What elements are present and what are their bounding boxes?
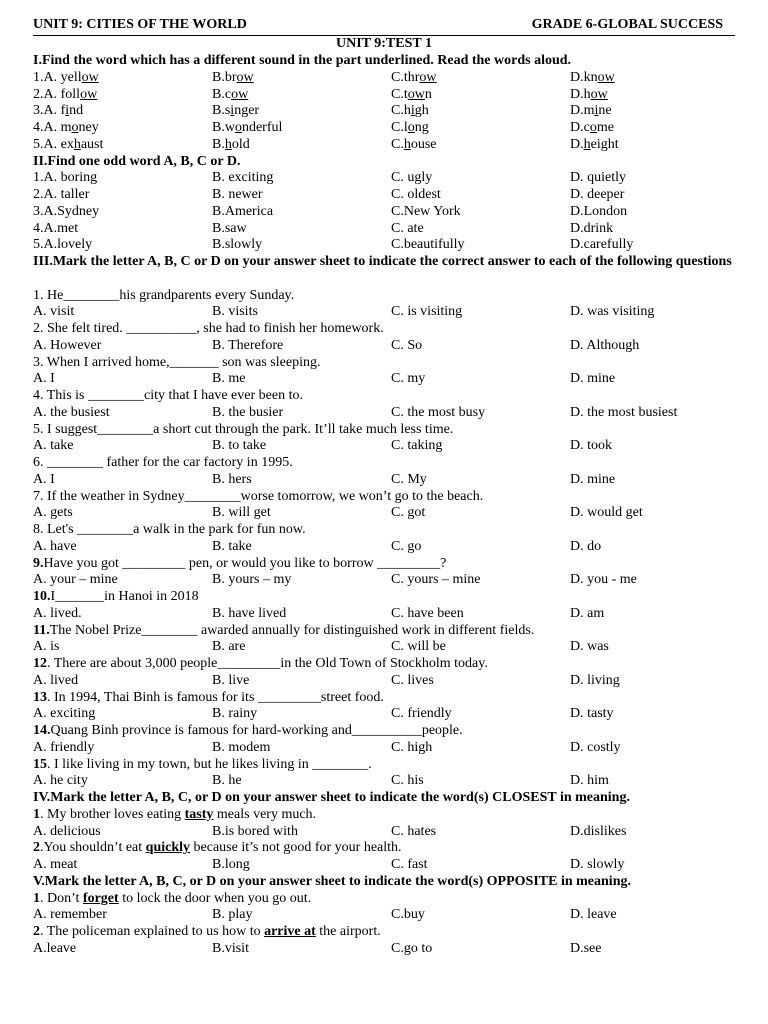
answer-option: 2.A. follow <box>33 86 98 102</box>
answer-option: A. I <box>33 371 55 387</box>
options-row <box>33 773 738 790</box>
answer-option: D.drink <box>570 220 614 236</box>
answer-option: D.London <box>570 203 628 219</box>
answer-option: C.go to <box>391 940 433 956</box>
question-text: 14.Quang Binh province is famous for hard-working and__________people. <box>33 723 463 738</box>
answer-option: C. is visiting <box>391 304 463 320</box>
options-row <box>33 103 738 120</box>
answer-option: B. rainy <box>212 706 258 722</box>
answer-option: D. the most busiest <box>570 404 678 420</box>
answer-option: C. my <box>391 371 426 387</box>
answer-option: B.singer <box>212 103 260 119</box>
answer-option: A. is <box>33 639 60 655</box>
answer-option: B. modem <box>212 739 271 755</box>
options-row <box>33 857 738 874</box>
answer-option: 5.A.lovely <box>33 237 93 253</box>
options-row <box>33 740 738 757</box>
answer-option: D. living <box>570 672 620 688</box>
answer-option: D.carefully <box>570 237 634 253</box>
answer-option: C.buy <box>391 907 425 923</box>
answer-option: B. have lived <box>212 605 287 621</box>
answer-option: B. he <box>212 773 242 789</box>
answer-option: C. So <box>391 337 423 353</box>
answer-option: D. costly <box>570 739 621 755</box>
answer-option: B. play <box>212 907 253 923</box>
answer-option: D. do <box>570 538 602 554</box>
options-row <box>33 237 738 254</box>
answer-option: B. to take <box>212 438 267 454</box>
answer-option: A. delicious <box>33 823 101 839</box>
options-row <box>33 572 738 589</box>
answer-option: A.leave <box>33 940 77 956</box>
answer-option: A. remember <box>33 907 107 923</box>
question-text: 4. This is ________city that I have ever been to. <box>33 388 303 403</box>
answer-option: D. am <box>570 605 605 621</box>
section-heading: I.Find the word which has a different sound in the part underlined. Read the words aloud. <box>33 53 572 68</box>
answer-option: 1.A. boring <box>33 170 98 186</box>
answer-option: B.brow <box>212 69 254 85</box>
options-row <box>33 438 738 455</box>
answer-option: C. high <box>391 739 433 755</box>
answer-option: C. lives <box>391 672 434 688</box>
answer-option: D. mine <box>570 471 616 487</box>
answer-option: C. oldest <box>391 187 441 202</box>
answer-option: B. Therefore <box>212 337 284 353</box>
options-row <box>33 824 738 841</box>
answer-option: C. friendly <box>391 706 452 722</box>
section-heading: IV.Mark the letter A, B, C, or D on your answer sheet to indicate the word(s) CLOSEST in meaning. <box>33 790 630 805</box>
answer-option: B. live <box>212 672 250 688</box>
answer-option: D. mine <box>570 371 616 387</box>
options-row <box>33 405 738 422</box>
answer-option: D. him <box>570 773 609 789</box>
answer-option: D.mine <box>570 103 612 119</box>
answer-option: B.wonderful <box>212 120 283 135</box>
answer-option: C.New York <box>391 203 461 219</box>
test-content <box>33 53 738 958</box>
answer-option: A. have <box>33 538 77 554</box>
answer-option: C. ugly <box>391 170 433 186</box>
question-text: 11.The Nobel Prize________ awarded annually for distinguished work in different fields. <box>33 622 535 638</box>
answer-option: A. visit <box>33 304 75 320</box>
answer-option: C. taking <box>391 438 443 454</box>
options-row <box>33 87 738 104</box>
answer-option: A. exciting <box>33 706 96 722</box>
answer-option: B. exciting <box>212 170 274 186</box>
answer-option: B. take <box>212 538 252 554</box>
question-text: 15. I like living in my town, but he likes living in ________. <box>33 756 372 772</box>
answer-option: A. take <box>33 438 74 454</box>
answer-option: A. your – mine <box>33 572 118 588</box>
question-text: 12. There are about 3,000 people_________in the Old Town of Stockholm today. <box>33 656 488 671</box>
answer-option: D.height <box>570 136 619 152</box>
answer-option: B. will get <box>212 505 271 521</box>
answer-option: D. leave <box>570 907 617 923</box>
options-row <box>33 907 738 924</box>
section-heading: II.Find one odd word A, B, C or D. <box>33 153 241 169</box>
options-row <box>33 187 738 204</box>
answer-option: C. the most busy <box>391 404 486 420</box>
answer-option: D. was <box>570 639 609 655</box>
answer-option: D. tasty <box>570 706 614 722</box>
options-row <box>33 539 738 556</box>
question-text: 1. Don’t forget to lock the door when you go out. <box>33 890 312 906</box>
answer-option: C. will be <box>391 639 446 655</box>
answer-option: C. My <box>391 471 427 487</box>
options-row <box>33 606 738 623</box>
section-heading: V.Mark the letter A, B, C, or D on your answer sheet to indicate the word(s) OPPOSITE in meaning. <box>33 873 631 889</box>
question-text: 1. My brother loves eating tasty meals very much. <box>33 806 317 822</box>
header-unit-title: UNIT 9: CITIES OF THE WORLD <box>33 17 247 32</box>
answer-option: D. deeper <box>570 187 625 202</box>
options-row <box>33 371 738 388</box>
answer-option: C. ate <box>391 220 424 236</box>
answer-option: C. got <box>391 505 426 521</box>
options-row <box>33 673 738 690</box>
answer-option: D. took <box>570 438 612 454</box>
options-row <box>33 70 738 87</box>
question-text: 2. The policeman explained to us how to arrive at the airport. <box>33 924 381 939</box>
answer-option: D. you - me <box>570 572 637 588</box>
answer-option: D.come <box>570 120 614 135</box>
question-text: 6. ________ father for the car factory in 1995. <box>33 455 293 470</box>
answer-option: C. yours – mine <box>391 572 481 588</box>
answer-option: D. was visiting <box>570 304 655 320</box>
answer-option: D. slowly <box>570 857 625 872</box>
header-grade: GRADE 6-GLOBAL SUCCESS <box>531 17 723 32</box>
options-row <box>33 170 738 187</box>
options-row <box>33 941 738 958</box>
answer-option: B.is bored with <box>212 823 298 839</box>
answer-option: B. me <box>212 371 246 387</box>
answer-option: 3.A.Sydney <box>33 203 100 219</box>
options-row <box>33 204 738 221</box>
options-row <box>33 221 738 238</box>
answer-option: C.house <box>391 136 437 152</box>
answer-option: A. he city <box>33 773 88 789</box>
answer-option: 4.A.met <box>33 220 79 236</box>
question-text: 5. I suggest________a short cut through the park. It’ll take much less time. <box>33 421 454 437</box>
answer-option: A. lived <box>33 672 79 688</box>
options-row <box>33 639 738 656</box>
answer-option: C.throw <box>391 69 437 85</box>
answer-option: B.saw <box>212 220 247 236</box>
options-row <box>33 304 738 321</box>
answer-option: D. would get <box>570 505 643 521</box>
answer-option: 4.A. money <box>33 120 99 135</box>
answer-option: C.long <box>391 120 429 135</box>
page-header <box>33 17 735 36</box>
answer-option: B. hers <box>212 471 252 487</box>
answer-option: 1.A. yellow <box>33 69 99 85</box>
answer-option: B.America <box>212 203 274 219</box>
answer-option: B.cow <box>212 86 249 102</box>
options-row <box>33 706 738 723</box>
question-text: 10.I_______in Hanoi in 2018 <box>33 589 199 604</box>
answer-option: C. go <box>391 538 422 554</box>
question-text: 2. She felt tired. __________, she had to finish her homework. <box>33 321 384 336</box>
answer-option: A. I <box>33 471 55 487</box>
question-text: 13. In 1994, Thai Binh is famous for its _________street food. <box>33 689 384 705</box>
answer-option: A. friendly <box>33 739 95 755</box>
answer-option: B.visit <box>212 940 249 956</box>
options-row <box>33 137 738 154</box>
question-text: 9.Have you got _________ pen, or would you like to borrow _________? <box>33 555 447 571</box>
answer-option: 2.A. taller <box>33 187 90 202</box>
test-title: UNIT 9:TEST 1 <box>336 36 432 51</box>
options-row <box>33 338 738 355</box>
question-text: 7. If the weather in Sydney________worse tomorrow, we won’t go to the beach. <box>33 488 484 504</box>
answer-option: D.know <box>570 69 615 85</box>
answer-option: C.town <box>391 86 432 102</box>
answer-option: C.high <box>391 103 429 119</box>
question-text: 1. He________his grandparents every Sunday. <box>33 287 295 303</box>
section-heading: III.Mark the letter A, B, C or D on your answer sheet to indicate the correct answer to each of the following questions <box>33 254 732 269</box>
answer-option: B. visits <box>212 304 258 320</box>
answer-option: B. yours – my <box>212 572 292 588</box>
answer-option: B.slowly <box>212 237 263 253</box>
answer-option: C. hates <box>391 823 437 839</box>
answer-option: 3.A. find <box>33 103 84 119</box>
answer-option: C. fast <box>391 857 428 872</box>
question-text: 3. When I arrived home,_______ son was sleeping. <box>33 354 321 370</box>
question-text: 2.You shouldn’t eat quickly because it’s not good for your health. <box>33 840 402 856</box>
question-text: 8. Let's ________a walk in the park for fun now. <box>33 522 306 537</box>
answer-option: D.see <box>570 940 602 956</box>
answer-option: A. gets <box>33 505 73 521</box>
answer-option: D. Although <box>570 337 640 353</box>
answer-option: D.how <box>570 86 608 102</box>
answer-option: A. However <box>33 337 102 353</box>
answer-option: B. newer <box>212 187 263 202</box>
answer-option: B. are <box>212 639 246 655</box>
answer-option: 5.A. exhaust <box>33 136 104 152</box>
answer-option: D. quietly <box>570 170 626 186</box>
answer-option: B.long <box>212 857 250 872</box>
answer-option: B.hold <box>212 136 250 152</box>
answer-option: A. lived. <box>33 605 82 621</box>
options-row <box>33 472 738 489</box>
options-row <box>33 505 738 522</box>
answer-option: C.beautifully <box>391 237 465 253</box>
options-row <box>33 120 738 137</box>
answer-option: A. meat <box>33 857 78 872</box>
answer-option: C. have been <box>391 605 464 621</box>
answer-option: C. his <box>391 773 424 789</box>
answer-option: B. the busier <box>212 404 284 420</box>
answer-option: D.dislikes <box>570 823 627 839</box>
answer-option: A. the busiest <box>33 404 110 420</box>
